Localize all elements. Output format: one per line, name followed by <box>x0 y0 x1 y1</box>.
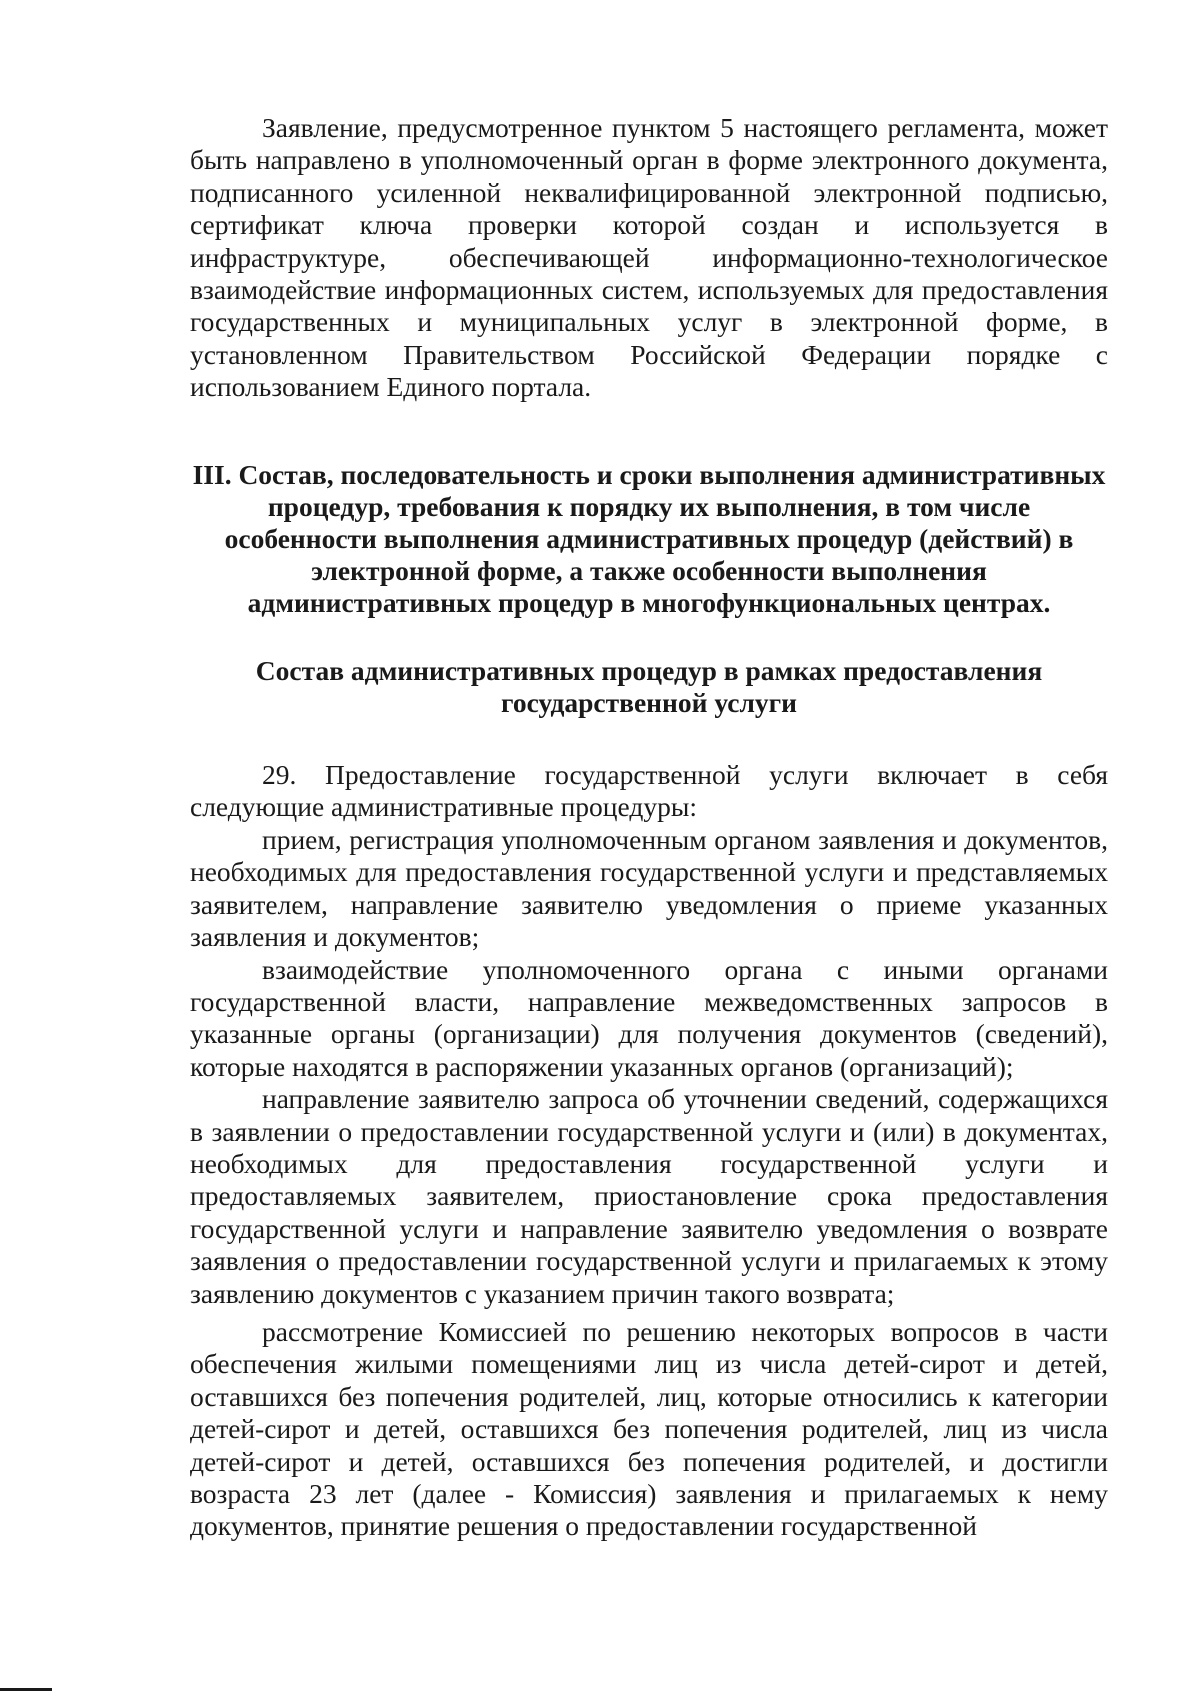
intro-paragraph: Заявление, предусмотренное пунктом 5 настоящего регламента, может быть направлено в уполномоченный орган в форме электронного документа, подписанного усиленной неквалифицированной электронной подписью, сертификат ключа проверки которой создан и используется в инфраструктуре, обеспечивающей информационно-технологическое взаимодействие информационных систем, используемых для предоставления государственных и муниципальных услуг в электронной форме, в установленном Правительством Российской Федерации порядке с использованием Единого портала. <box>190 112 1108 403</box>
subsection-heading: Состав административных процедур в рамках предоставления государственной услуги <box>255 654 1043 718</box>
list-item-reception: прием, регистрация уполномоченным органом заявления и документов, необходимых для предоставления государственной услуги и представляемых заявителем, направление заявителю уведомления о приеме указанных заявления и документов; <box>190 823 1108 953</box>
list-item-interaction: взаимодействие уполномоченного органа с иными органами государственной власти, направление межведомственных запросов в указанные органы (организации) для получения документов (сведений), которые находятся в распоряжении указанных органов (организаций); <box>190 953 1108 1082</box>
paragraph-29: 29. Предоставление государственной услуги включает в себя следующие административные процедуры: <box>190 759 1108 823</box>
page-edge-mark <box>0 1688 52 1691</box>
list-item-clarification-request: направление заявителю запроса об уточнении сведений, содержащихся в заявлении о предоставлении государственной услуги и (или) в документах, необходимых для предоставления государственной услуги и предоставляемых заявителем, приостановление срока предоставления государственной услуги и направление заявителю уведомления о возврате заявления о предоставлении государственной услуги и прилагаемых к этому заявлению документов с указанием причин такого возврата; <box>190 1083 1108 1309</box>
list-item-commission-review: рассмотрение Комиссией по решению некоторых вопросов в части обеспечения жилыми помещениями лиц из числа детей-сирот и детей, оставшихся без попечения родителей, лиц, которые относились к категории детей-сирот и детей, оставшихся без попечения родителей, лиц из числа детей-сирот и детей, оставшихся без попечения родителей, и достигли возраста 23 лет (далее - Комиссия) заявления и прилагаемых к нему документов, принятие решения о предоставлении государственной <box>190 1315 1108 1542</box>
section-heading: III. Состав, последовательность и сроки выполнения административных процедур, требования к порядку их выполнения, в том числе особенности выполнения административных процедур (действий) в электронной форме, а также особенности выполнения административных процедур в многофункциональных центрах. <box>192 458 1106 619</box>
document-page <box>190 112 1108 1543</box>
